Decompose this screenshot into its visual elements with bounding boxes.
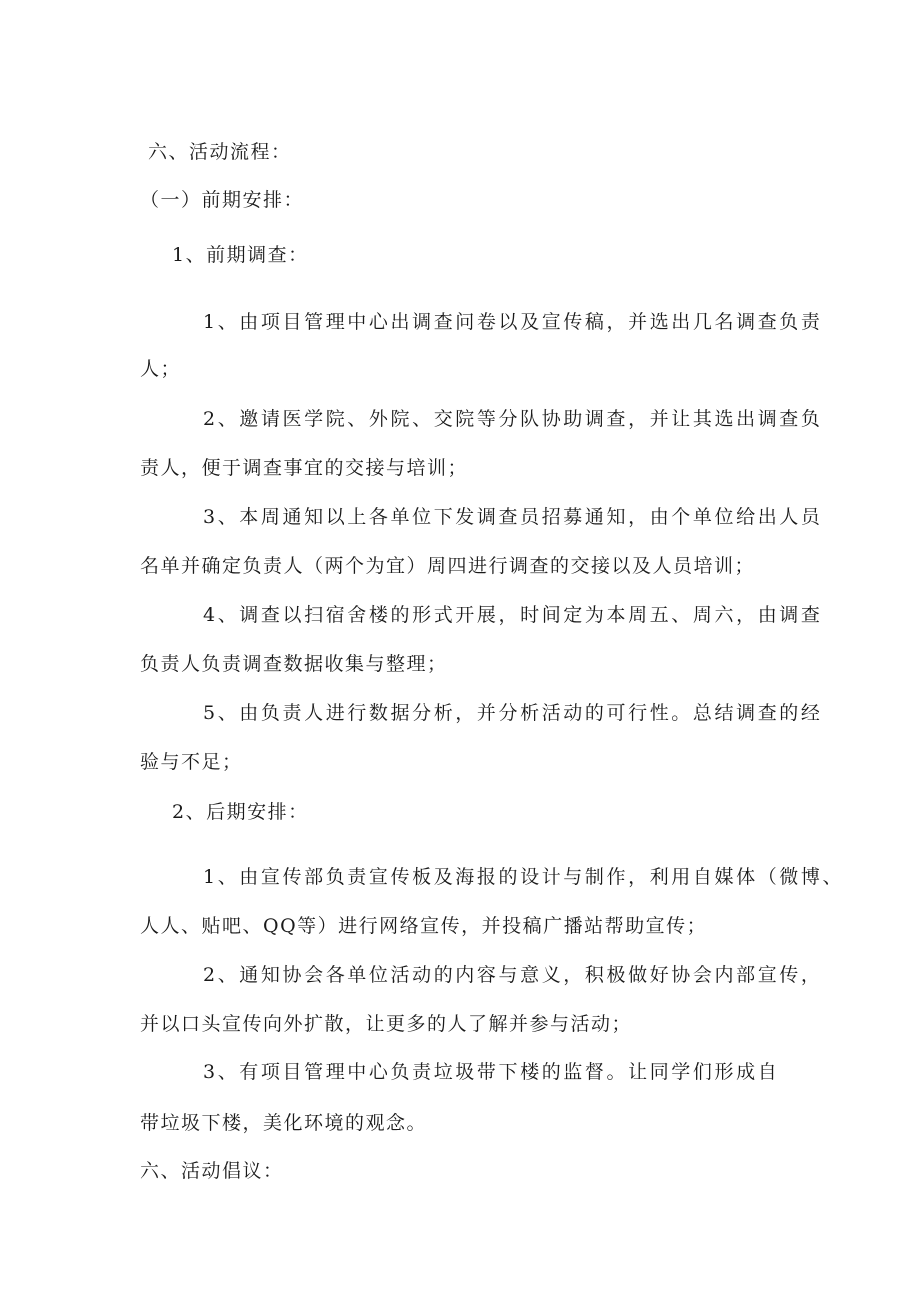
section-heading-process: 六、活动流程：: [148, 141, 292, 163]
pre-item-5-line-1: 5、由负责人进行数据分析，并分析活动的可行性。总结调查的经: [203, 702, 823, 724]
pre-item-1-line-2: 人；: [140, 358, 182, 380]
pre-item-4-line-2: 负责人负责调查数据收集与整理；: [140, 653, 448, 675]
pre-item-1-line-1: 1、由项目管理中心出调查问卷以及宣传稿，并选出几名调查负责: [203, 311, 823, 333]
post-item-3-line-2: 带垃圾下楼，美化环境的观念。: [140, 1112, 428, 1134]
post-item-2-line-2: 并以口头宣传向外扩散，让更多的人了解并参与活动；: [140, 1013, 633, 1035]
pre-item-2-line-1: 2、邀请医学院、外院、交院等分队协助调查，并让其选出调查负: [203, 408, 823, 430]
pre-item-3-line-2: 名单并确定负责人（两个为宜）周四进行调查的交接以及人员培训；: [140, 555, 756, 577]
pre-item-3-line-1: 3、本周通知以上各单位下发调查员招募通知，由个单位给出人员: [203, 506, 823, 528]
later-subheading: 2、后期安排：: [172, 801, 309, 823]
post-item-1-line-1: 1、由宣传部负责宣传板及海报的设计与制作，利用自媒体（微博、: [203, 866, 845, 888]
post-item-3-line-1: 3、有项目管理中心负责垃圾带下楼的监督。让同学们形成自: [203, 1061, 780, 1083]
post-item-2-line-1: 2、通知协会各单位活动的内容与意义，积极做好协会内部宣传，: [203, 964, 823, 986]
pre-item-2-line-2: 责人，便于调查事宜的交接与培训；: [140, 457, 469, 479]
pre-item-5-line-2: 验与不足；: [140, 751, 243, 773]
section-heading-initiative: 六、活动倡议：: [140, 1160, 284, 1182]
survey-subheading: 1、前期调查：: [172, 244, 309, 266]
pre-item-4-line-1: 4、调查以扫宿舍楼的形式开展，时间定为本周五、周六，由调查: [203, 604, 823, 626]
post-item-1-line-2: 人人、贴吧、QQ等）进行网络宣传，并投稿广播站帮助宣传；: [140, 915, 708, 937]
part-one-heading: （一）前期安排：: [140, 189, 305, 211]
